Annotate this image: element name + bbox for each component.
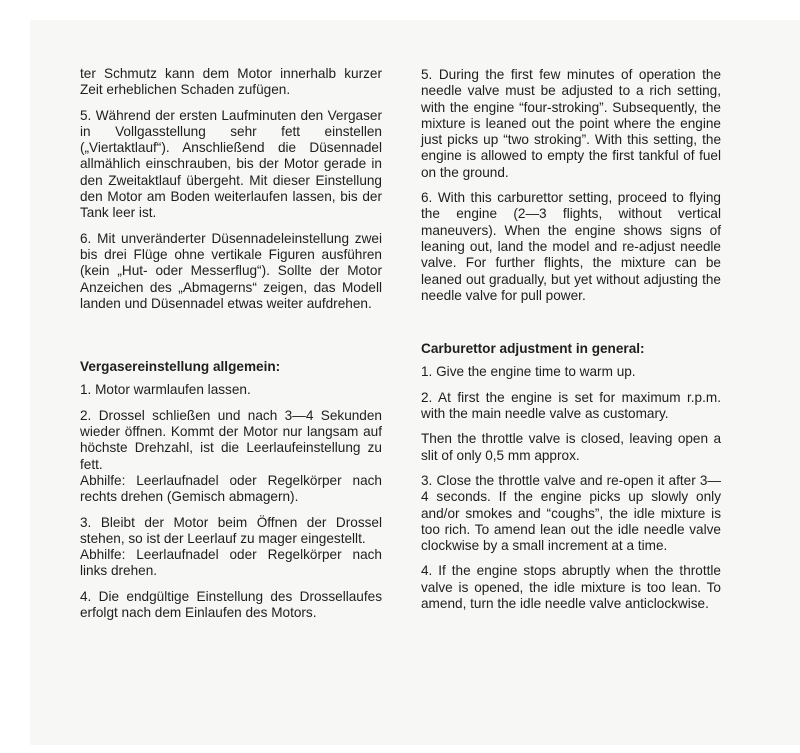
german-item-1: 1. Motor warmlaufen lassen. (80, 382, 251, 398)
english-step-5: 5. During the first few minutes of operation the needle valve must be adjusted to a rich setting, with the engine “four-stroking”. Subsequently, the mixture is leaned out the point where the engine just picks up “two stroking”. With this setting, the engine is allowed to empty the first tankful of fuel on the ground. (421, 67, 721, 180)
german-step-6: 6. Mit unveränderter Düsennadeleinstellung zwei bis drei Flüge ohne vertikale Figuren ausführen (kein „Hut- oder Messerflug“). Sollte der Motor Anzeichen des „Abmagerns“ zeigen, das Modell landen und Düsennadel etwas weiter aufdrehen. (80, 230, 382, 311)
english-step-6: 6. With this carburettor setting, proceed to flying the engine (2—3 flights, without vertical maneuvers). When the engine shows signs of leaning out, land the model and re-adjust needle valve. For further flights, the mixture can be leaned out gradually, but yet without adjusting the needle valve for pull power. (421, 190, 721, 303)
english-item-4: 4. If the engine stops abruptly when the throttle valve is opened, the idle mixture is too lean. To amend, turn the idle needle valve anticlockwise. (421, 563, 721, 612)
german-section-heading: Vergasereinstellung allgemein: (80, 359, 281, 375)
german-item-4: 4. Die endgültige Einstellung des Drossellaufes erfolgt nach dem Einlaufen des Motors. (80, 588, 382, 621)
german-column (80, 66, 382, 630)
english-section-heading: Carburettor adjustment in general: (421, 341, 645, 357)
english-item-2-note: Then the throttle valve is closed, leaving open a slit of only 0,5 mm approx. (421, 431, 721, 463)
german-step-5: 5. Während der ersten Laufminuten den Vergaser in Vollgasstellung sehr fett einstellen („Viertaktlauf“). Anschließend die Düsennadel allmählich einschrauben, bis der Motor gerade in den Zweitaktlauf übergeht. Mit dieser Einstellung den Motor am Boden weiterlaufen lassen, bis der Tank leer ist. (80, 107, 382, 221)
german-item-3-remedy: Abhilfe: Leerlaufnadel oder Regelkörper nach links drehen. (80, 547, 382, 579)
german-paragraph-intro: ter Schmutz kann dem Motor innerhalb kurzer Zeit erheblichen Schaden zufügen. (80, 66, 382, 98)
english-item-1: 1. Give the engine time to warm up. (421, 364, 636, 380)
german-item-3: 3. Bleibt der Motor beim Öffnen der Drossel stehen, so ist der Leerlauf zu mager eingestellt. (80, 514, 382, 546)
english-column (421, 67, 721, 621)
english-item-3: 3. Close the throttle valve and re-open it after 3—4 seconds. If the engine picks up slowly only and/or smokes and “coughs”, the idle mixture is too rich. To amend lean out the idle needle valve clockwise by a small increment at a time. (421, 472, 721, 554)
english-item-2: 2. At first the engine is set for maximum r.p.m. with the main needle valve as customary. (421, 389, 721, 422)
german-item-2-remedy: Abhilfe: Leerlaufnadel oder Regelkörper nach rechts drehen (Gemisch abmagern). (80, 472, 382, 505)
german-item-2: 2. Drossel schließen und nach 3—4 Sekunden wieder öffnen. Kommt der Motor nur langsam auf höchste Drehzahl, ist die Leerlaufeinstellung zu fett. (80, 407, 382, 472)
